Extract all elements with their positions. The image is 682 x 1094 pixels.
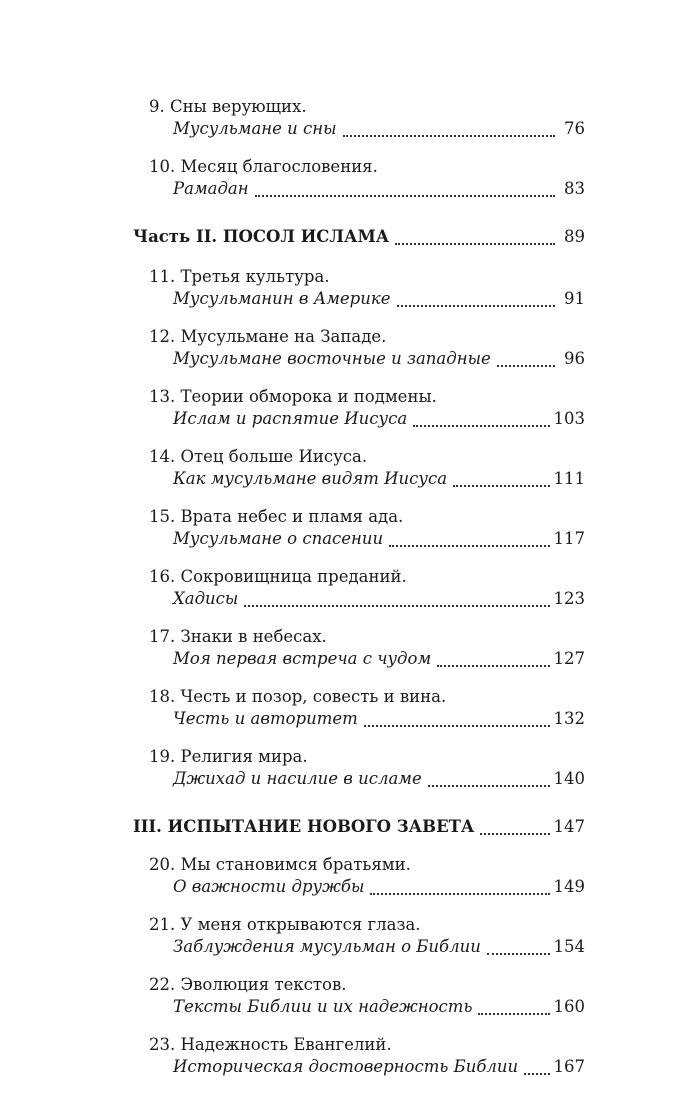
chapter-subtitle-line xyxy=(133,408,585,430)
chapter-title: 11. Третья культура. xyxy=(149,267,330,286)
dot-leader xyxy=(437,664,549,667)
chapter-subtitle-line xyxy=(133,768,585,790)
toc-entry xyxy=(133,854,585,898)
page-number: 132 xyxy=(553,709,585,728)
chapter-subtitle: Как мусульмане видят Иисуса xyxy=(173,469,448,488)
page-number: 103 xyxy=(553,409,585,428)
chapter-subtitle: О важности дружбы xyxy=(173,877,365,896)
toc-entry xyxy=(133,96,585,140)
page-number: 154 xyxy=(553,937,585,956)
page-number: 96 xyxy=(564,349,585,368)
chapter-subtitle: Честь и авторитет xyxy=(173,709,358,728)
dot-leader xyxy=(343,134,555,137)
chapter-title: 20. Мы становимся братьями. xyxy=(149,855,411,874)
chapter-subtitle: Тексты Библии и их надежность xyxy=(173,997,473,1016)
chapter-subtitle: Мусульманин в Америке xyxy=(173,289,391,308)
toc-entry xyxy=(133,386,585,430)
page-number: 127 xyxy=(553,649,585,668)
chapter-title: 14. Отец больше Иисуса. xyxy=(149,447,368,466)
toc-entry xyxy=(133,914,585,958)
chapter-subtitle: Заблуждения мусульман о Библии xyxy=(173,937,481,956)
chapter-subtitle: Мусульмане о спасении xyxy=(173,529,384,548)
dot-leader xyxy=(497,364,555,367)
toc-entry xyxy=(133,156,585,200)
chapter-subtitle-line xyxy=(133,178,585,200)
table-of-contents xyxy=(133,96,585,1094)
page-number: 111 xyxy=(553,469,585,488)
chapter-subtitle-line xyxy=(133,528,585,550)
toc-entry xyxy=(133,506,585,550)
dot-leader xyxy=(480,832,549,835)
page-number: 83 xyxy=(564,179,585,198)
chapter-subtitle-line xyxy=(133,936,585,958)
chapter-subtitle: Ислам и распятие Иисуса xyxy=(173,409,408,428)
chapter-title: 21. У меня открываются глаза. xyxy=(149,915,421,934)
toc-entry xyxy=(133,686,585,730)
dot-leader xyxy=(255,194,555,197)
toc-entry xyxy=(133,974,585,1018)
dot-leader xyxy=(487,952,550,955)
chapter-subtitle: Историческая достоверность Библии xyxy=(173,1057,519,1076)
chapter-subtitle-line xyxy=(133,996,585,1018)
part-heading xyxy=(133,226,585,248)
page-number: 149 xyxy=(553,877,585,896)
dot-leader xyxy=(453,484,549,487)
part-line xyxy=(133,816,585,838)
dot-leader xyxy=(397,304,556,307)
toc-entry xyxy=(133,266,585,310)
chapter-subtitle: Мусульмане и сны xyxy=(173,119,337,138)
page-number: 167 xyxy=(553,1057,585,1076)
chapter-subtitle-line xyxy=(133,648,585,670)
page-number: 91 xyxy=(564,289,585,308)
chapter-subtitle-line xyxy=(133,588,585,610)
page-number: 89 xyxy=(564,227,585,246)
page-number: 123 xyxy=(553,589,585,608)
part-title: Часть II. ПОСОЛ ИСЛАМА xyxy=(133,227,390,246)
chapter-subtitle-line xyxy=(133,348,585,370)
toc-entry xyxy=(133,446,585,490)
dot-leader xyxy=(370,892,549,895)
page-number: 117 xyxy=(553,529,585,548)
chapter-title: 10. Месяц благословения. xyxy=(149,157,378,176)
page-number: 147 xyxy=(553,817,585,836)
toc-entry xyxy=(133,746,585,790)
chapter-title: 17. Знаки в небесах. xyxy=(149,627,327,646)
dot-leader xyxy=(244,604,549,607)
chapter-title: 13. Теории обморока и подмены. xyxy=(149,387,437,406)
chapter-subtitle-line xyxy=(133,1056,585,1078)
chapter-subtitle-line xyxy=(133,118,585,140)
chapter-subtitle: Хадисы xyxy=(173,589,239,608)
dot-leader xyxy=(364,724,550,727)
chapter-subtitle-line xyxy=(133,468,585,490)
page-number: 140 xyxy=(553,769,585,788)
dot-leader xyxy=(524,1072,549,1075)
dot-leader xyxy=(478,1012,549,1015)
chapter-subtitle-line xyxy=(133,288,585,310)
chapter-title: 15. Врата небес и пламя ада. xyxy=(149,507,404,526)
toc-entry xyxy=(133,566,585,610)
toc-entry xyxy=(133,1034,585,1078)
dot-leader xyxy=(389,544,549,547)
chapter-title: 16. Сокровищница преданий. xyxy=(149,567,407,586)
dot-leader xyxy=(395,242,555,245)
chapter-subtitle-line xyxy=(133,876,585,898)
chapter-subtitle: Мусульмане восточные и западные xyxy=(173,349,491,368)
chapter-title: 18. Честь и позор, совесть и вина. xyxy=(149,687,447,706)
chapter-subtitle: Рамадан xyxy=(173,179,249,198)
chapter-title: 12. Мусульмане на Западе. xyxy=(149,327,387,346)
toc-entry xyxy=(133,326,585,370)
dot-leader xyxy=(428,784,550,787)
chapter-title: 9. Сны верующих. xyxy=(149,97,307,116)
page-number: 160 xyxy=(553,997,585,1016)
dot-leader xyxy=(413,424,549,427)
chapter-subtitle-line xyxy=(133,708,585,730)
chapter-subtitle: Моя первая встреча с чудом xyxy=(173,649,432,668)
part-heading xyxy=(133,816,585,838)
chapter-title: 19. Религия мира. xyxy=(149,747,308,766)
chapter-title: 22. Эволюция текстов. xyxy=(149,975,347,994)
part-line xyxy=(133,226,585,248)
page-number: 76 xyxy=(564,119,585,138)
part-title: III. ИСПЫТАНИЕ НОВОГО ЗАВЕТА xyxy=(133,817,475,836)
chapter-subtitle: Джихад и насилие в исламе xyxy=(173,769,422,788)
toc-entry xyxy=(133,626,585,670)
chapter-title: 23. Надежность Евангелий. xyxy=(149,1035,392,1054)
